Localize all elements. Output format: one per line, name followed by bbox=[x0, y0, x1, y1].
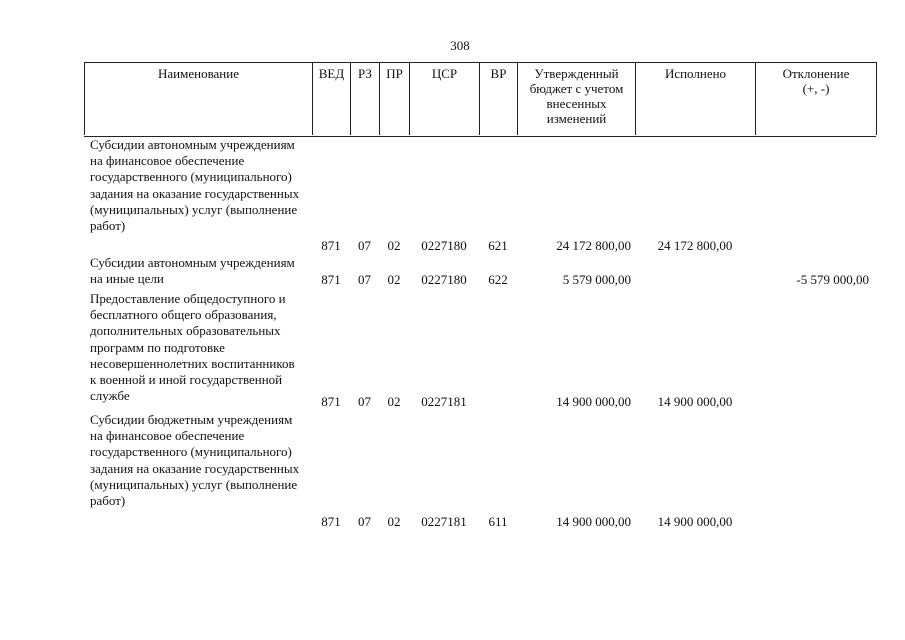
row-csr: 0227180 bbox=[421, 238, 467, 253]
header-cell-name: Наименование bbox=[84, 62, 312, 135]
row-name: Предоставление общедоступного и бесплатного общего образования, дополнительных образовательных программ по подготовке несовершеннолетних воспитанников к военной и иной государственной службе bbox=[90, 291, 295, 404]
row-ved: 871 bbox=[321, 514, 341, 529]
row-approved: 5 579 000,00 bbox=[562, 272, 631, 287]
header-cell-deviation: Отклонение (+, -) bbox=[755, 62, 876, 135]
row-vr: 621 bbox=[488, 238, 508, 253]
row-executed: 14 900 000,00 bbox=[657, 514, 733, 529]
row-rz: 07 bbox=[358, 394, 371, 409]
row-csr: 0227180 bbox=[421, 272, 467, 287]
row-ved: 871 bbox=[321, 394, 341, 409]
page-number: 308 bbox=[450, 38, 470, 53]
row-vr: 622 bbox=[488, 272, 508, 287]
row-csr: 0227181 bbox=[421, 394, 467, 409]
row-rz: 07 bbox=[358, 272, 371, 287]
row-ved: 871 bbox=[321, 238, 341, 253]
row-deviation: -5 579 000,00 bbox=[796, 272, 869, 287]
row-pr: 02 bbox=[387, 272, 401, 287]
row-name: Субсидии автономным учреждениям на иные цели bbox=[90, 255, 295, 287]
row-vr: 611 bbox=[488, 514, 508, 529]
header-right-edge bbox=[876, 62, 877, 135]
row-name: Субсидии бюджетным учреждениям на финансовое обеспечение государственного (муниципального) задания на оказание государственных (муниципальных) услуг (выполнение работ) bbox=[90, 412, 300, 509]
row-ved: 871 bbox=[321, 272, 341, 287]
header-cell-executed: Исполнено bbox=[635, 62, 755, 135]
row-executed: 24 172 800,00 bbox=[657, 238, 733, 253]
row-approved: 14 900 000,00 bbox=[556, 514, 631, 529]
row-name: Субсидии автономным учреждениям на финансовое обеспечение государственного (муниципального) задания на оказание государственных (муниципальных) услуг (выполнение работ) bbox=[90, 137, 300, 234]
header-cell-approved: Утвержденный бюджет с учетом внесенных изменений bbox=[517, 62, 635, 135]
row-csr: 0227181 bbox=[421, 514, 467, 529]
row-rz: 07 bbox=[358, 514, 371, 529]
header-cell-rz: РЗ bbox=[350, 62, 379, 135]
row-pr: 02 bbox=[387, 238, 401, 253]
header-cell-csr: ЦСР bbox=[409, 62, 479, 135]
header-cell-vr: ВР bbox=[479, 62, 517, 135]
row-pr: 02 bbox=[387, 514, 401, 529]
row-pr: 02 bbox=[387, 394, 401, 409]
header-cell-ved: ВЕД bbox=[312, 62, 350, 135]
row-rz: 07 bbox=[358, 238, 371, 253]
row-approved: 24 172 800,00 bbox=[556, 238, 631, 253]
row-executed: 14 900 000,00 bbox=[657, 394, 733, 409]
header-cell-pr: ПР bbox=[379, 62, 409, 135]
row-approved: 14 900 000,00 bbox=[556, 394, 631, 409]
